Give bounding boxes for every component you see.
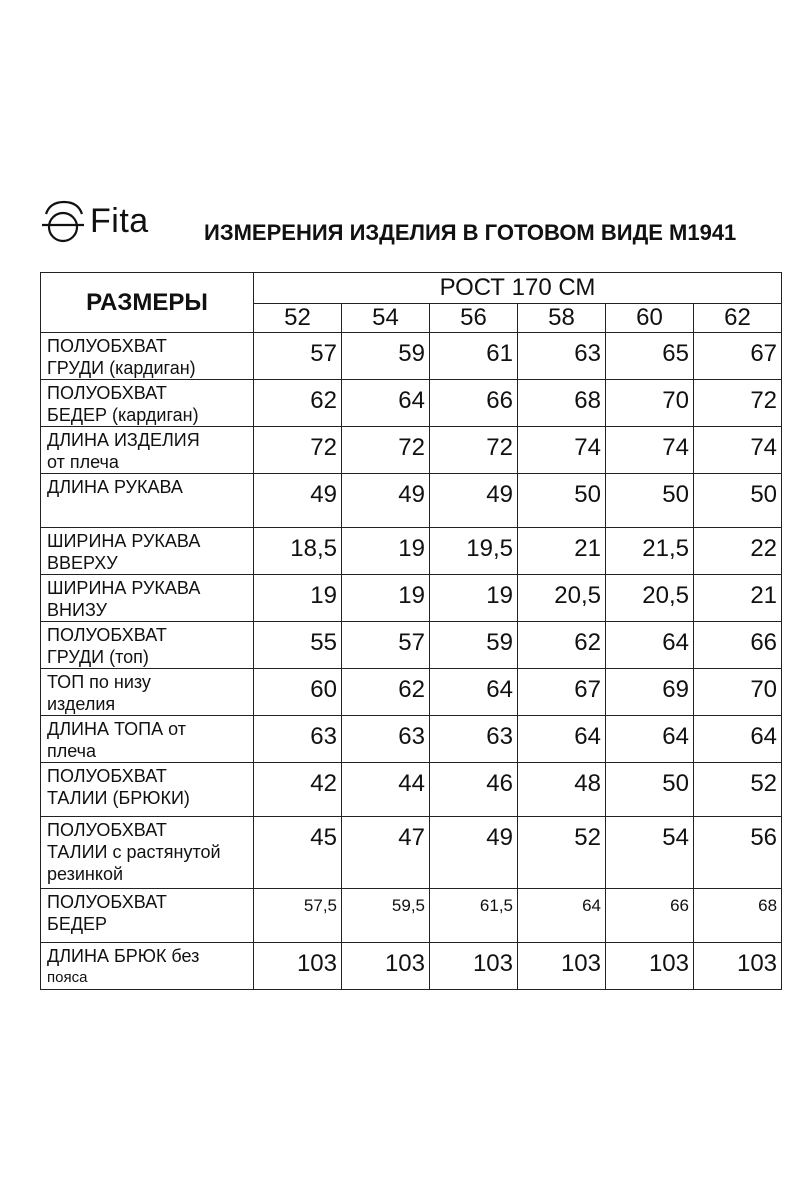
table-row: [41, 333, 782, 380]
value-cell: 60: [254, 669, 342, 716]
value-cell: 49: [430, 817, 518, 889]
measurement-label: ШИРИНА РУКАВА ВНИЗУ: [41, 575, 254, 622]
value-cell: 70: [606, 380, 694, 427]
table-row: [41, 575, 782, 622]
measurement-label: ТОП по низу изделия: [41, 669, 254, 716]
size-header: 54: [342, 304, 430, 333]
height-header-cell: РОСТ 170 СМ: [254, 273, 782, 304]
value-cell: 56: [694, 817, 782, 889]
value-cell: 59: [430, 622, 518, 669]
value-cell: 65: [606, 333, 694, 380]
table-row: [41, 474, 782, 528]
value-cell: 44: [342, 763, 430, 817]
value-cell: 72: [430, 427, 518, 474]
value-cell: 70: [694, 669, 782, 716]
value-cell: 54: [606, 817, 694, 889]
measurement-label: ПОЛУОБХВАТ БЕДЕР: [41, 889, 254, 943]
value-cell: 66: [430, 380, 518, 427]
value-cell: 64: [694, 716, 782, 763]
value-cell: 67: [518, 669, 606, 716]
table-row: [41, 669, 782, 716]
value-cell: 62: [518, 622, 606, 669]
value-cell: 19: [342, 528, 430, 575]
value-cell: 52: [694, 763, 782, 817]
value-cell: 66: [694, 622, 782, 669]
value-cell: 72: [694, 380, 782, 427]
value-cell: 64: [430, 669, 518, 716]
value-cell: 57: [342, 622, 430, 669]
value-cell: 59: [342, 333, 430, 380]
value-cell: 63: [518, 333, 606, 380]
measurement-label: ДЛИНА РУКАВА: [41, 474, 254, 528]
value-cell: 62: [254, 380, 342, 427]
table-row: [41, 427, 782, 474]
value-cell: 64: [606, 716, 694, 763]
measurement-label: ДЛИНА БРЮК без пояса: [41, 943, 254, 990]
value-cell: 103: [518, 943, 606, 990]
value-cell: 64: [518, 889, 606, 943]
value-cell: 49: [254, 474, 342, 528]
value-cell: 63: [430, 716, 518, 763]
table-row: [41, 528, 782, 575]
value-cell: 22: [694, 528, 782, 575]
value-cell: 19,5: [430, 528, 518, 575]
value-cell: 49: [342, 474, 430, 528]
value-cell: 18,5: [254, 528, 342, 575]
value-cell: 50: [606, 474, 694, 528]
value-cell: 74: [694, 427, 782, 474]
page-header: [40, 196, 780, 256]
value-cell: 64: [606, 622, 694, 669]
value-cell: 68: [694, 889, 782, 943]
value-cell: 66: [606, 889, 694, 943]
size-chart-table: [40, 272, 782, 990]
value-cell: 50: [694, 474, 782, 528]
measurement-label: ДЛИНА ИЗДЕЛИЯ от плеча: [41, 427, 254, 474]
value-cell: 19: [430, 575, 518, 622]
value-cell: 52: [518, 817, 606, 889]
size-header: 58: [518, 304, 606, 333]
value-cell: 62: [342, 669, 430, 716]
sizes-header-cell: РАЗМЕРЫ: [41, 273, 254, 333]
measurement-label: ДЛИНА ТОПА от плеча: [41, 716, 254, 763]
value-cell: 72: [342, 427, 430, 474]
value-cell: 64: [518, 716, 606, 763]
value-cell: 103: [694, 943, 782, 990]
value-cell: 68: [518, 380, 606, 427]
value-cell: 103: [342, 943, 430, 990]
brand-logo: [40, 196, 180, 256]
value-cell: 57: [254, 333, 342, 380]
value-cell: 74: [606, 427, 694, 474]
value-cell: 45: [254, 817, 342, 889]
value-cell: 57,5: [254, 889, 342, 943]
value-cell: 42: [254, 763, 342, 817]
table-row: [41, 622, 782, 669]
value-cell: 103: [254, 943, 342, 990]
value-cell: 47: [342, 817, 430, 889]
measurement-label: ПОЛУОБХВАТ ТАЛИИ с растянутой резинкой: [41, 817, 254, 889]
table-row: [41, 817, 782, 889]
table-row: [41, 943, 782, 990]
value-cell: 20,5: [518, 575, 606, 622]
measurement-label: ПОЛУОБХВАТ ТАЛИИ (БРЮКИ): [41, 763, 254, 817]
value-cell: 67: [694, 333, 782, 380]
size-header: 62: [694, 304, 782, 333]
value-cell: 50: [606, 763, 694, 817]
value-cell: 72: [254, 427, 342, 474]
value-cell: 49: [430, 474, 518, 528]
size-header: 60: [606, 304, 694, 333]
header-row-height: [41, 273, 782, 304]
fita-logo-icon: [40, 200, 86, 244]
value-cell: 63: [254, 716, 342, 763]
value-cell: 21: [694, 575, 782, 622]
value-cell: 20,5: [606, 575, 694, 622]
value-cell: 61: [430, 333, 518, 380]
table-row: [41, 716, 782, 763]
value-cell: 103: [606, 943, 694, 990]
value-cell: 103: [430, 943, 518, 990]
measurement-label: ПОЛУОБХВАТ ГРУДИ (кардиган): [41, 333, 254, 380]
measurement-label: ПОЛУОБХВАТ ГРУДИ (топ): [41, 622, 254, 669]
brand-name: Fita: [90, 202, 149, 240]
measurement-label: ПОЛУОБХВАТ БЕДЕР (кардиган): [41, 380, 254, 427]
value-cell: 61,5: [430, 889, 518, 943]
size-header: 52: [254, 304, 342, 333]
value-cell: 21: [518, 528, 606, 575]
document-title: ИЗМЕРЕНИЯ ИЗДЕЛИЯ В ГОТОВОМ ВИДЕ М1941: [204, 220, 737, 245]
value-cell: 63: [342, 716, 430, 763]
size-header: 56: [430, 304, 518, 333]
table-row: [41, 380, 782, 427]
value-cell: 46: [430, 763, 518, 817]
value-cell: 48: [518, 763, 606, 817]
value-cell: 19: [254, 575, 342, 622]
value-cell: 55: [254, 622, 342, 669]
value-cell: 21,5: [606, 528, 694, 575]
value-cell: 19: [342, 575, 430, 622]
value-cell: 50: [518, 474, 606, 528]
table-row: [41, 763, 782, 817]
value-cell: 59,5: [342, 889, 430, 943]
value-cell: 74: [518, 427, 606, 474]
measurement-label: ШИРИНА РУКАВА ВВЕРХУ: [41, 528, 254, 575]
value-cell: 69: [606, 669, 694, 716]
table-row: [41, 889, 782, 943]
value-cell: 64: [342, 380, 430, 427]
